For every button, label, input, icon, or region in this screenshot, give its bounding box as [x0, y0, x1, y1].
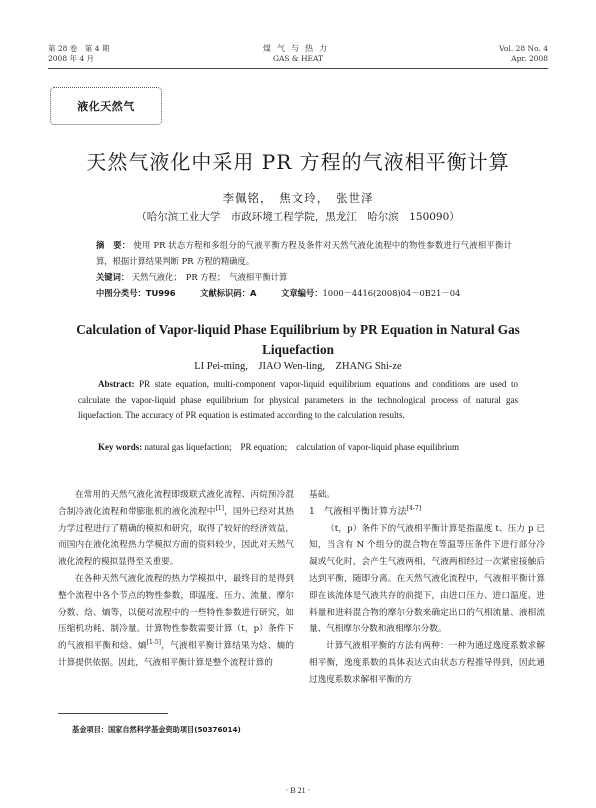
keywords-en — [78, 440, 518, 456]
footnote-rule — [58, 713, 168, 714]
clc-code: TU996 — [145, 288, 176, 298]
clc-label: 中图分类号： — [96, 288, 146, 298]
journal-name-cn: 煤气与热力 — [263, 44, 333, 53]
body-paragraph: 基础。 — [309, 490, 335, 500]
issue-date: 2008 年 4 月 — [48, 54, 95, 63]
paragraph-text: ，气液相平衡计算结果为焓、熵的计算提供依据。因此，气液相平衡计算是整个流程计算的 — [58, 641, 294, 668]
doc-code-label: 文献标识码： — [200, 288, 250, 298]
body-paragraph — [58, 487, 294, 571]
section-heading-text: 1 气液相平衡计算方法 — [309, 505, 407, 517]
abstract-cn — [96, 238, 512, 269]
issue-date-en: Apr. 2008 — [511, 54, 548, 63]
authors-en: LI Pei-ming, JIAO Wen-ling, ZHANG Shi-ze — [194, 361, 402, 372]
funding-text: 国家自然科学基金资助项目(50376014) — [107, 725, 241, 734]
article-id-label: 文章编号： — [281, 288, 323, 298]
page-number: · B 21 · — [285, 786, 311, 795]
citation: [4-7] — [406, 504, 422, 512]
header-rule — [48, 68, 548, 69]
section-badge-label: 液化天然气 — [77, 100, 135, 113]
keywords-en-text: natural gas liquefaction; PR equation; calculation of vapor-liquid phase equilibrium — [144, 442, 459, 452]
abstract-en-label: Abstract: — [98, 379, 135, 389]
doc-code: A — [249, 288, 257, 298]
keywords-cn — [96, 271, 287, 283]
funding-label: 基金项目： — [72, 725, 108, 734]
volume-issue: 第 28 卷 第 4 期 — [48, 44, 110, 53]
authors-cn: 李佩铭， 焦文玲， 张世泽 — [222, 191, 374, 205]
keywords-en-label: Key words: — [98, 442, 143, 452]
keywords-cn-label: 关键词： — [96, 272, 130, 282]
body-left-column — [58, 487, 294, 672]
citation: [1] — [215, 504, 224, 512]
keywords-cn-text: 天然气液化； PR 方程； 气液相平衡计算 — [131, 272, 288, 282]
volume-issue-en: Vol. 28 No. 4 — [499, 44, 548, 53]
body-paragraph: （t，p）条件下的气液相平衡计算是指温度 t、压力 p 已知，当含有 N 个组分的混合物在等温等压条件下进行部分冷凝或气化时，会产生气液两相，气液两相经过一次紧密接触后达到平衡，随即分离。在天然气液化流程中，气液相平衡计算即在该流体是气液共存的前提下，由进口压力、进口温度、进料量和进料混合物的摩尔分数来确定出口的气相流量、液相流量、气相摩尔分数和液相摩尔分数。 — [309, 523, 545, 635]
paper-title-cn: 天然气液化中采用 PR 方程的气液相平衡计算 — [86, 150, 510, 174]
article-id: 1000－4416(2008)04－0B21－04 — [322, 288, 461, 298]
citation: [1-5] — [146, 639, 161, 647]
abstract-cn-label: 摘 要： — [96, 240, 131, 250]
affiliation-cn: （哈尔滨工业大学 市政环境工程学院，黑龙江 哈尔滨 150090） — [136, 211, 460, 223]
abstract-en — [78, 377, 518, 424]
section-heading — [309, 504, 545, 521]
body-right-column — [309, 487, 545, 689]
paragraph-text: 在各种天然气液化流程的热力学模拟中，最终目的是得到整个流程中各个节点的物性参数，即温度、压力、流量、摩尔分数、焓、熵等，以便对流程中的一些特性参数进行研究，如压缩机功耗、制冷量。计算物性参数需要计算（t，p）条件下的气液相平衡和焓、熵 — [58, 573, 294, 652]
journal-name-en: GAS & HEAT — [272, 54, 323, 63]
section-badge — [50, 87, 162, 125]
paragraph-text: 在常用的天然气液化流程即级联式液化流程、丙烷预冷混合制冷液化流程和带膨胀机的液化流程中 — [58, 490, 294, 517]
paragraph-text: ，国外已经对其热力学过程进行了精确的模拟和研究，取得了较好的经济效益，而国内在液化流程热力学模拟方面的资料较少，因此对天然气液化流程的模拟显得至关重要。 — [58, 506, 294, 568]
classification-line — [96, 287, 504, 299]
abstract-cn-text: 使用 PR 状态方程和多组分的气液平衡方程及条件对天然气液化流程中的物性参数进行气液相平衡计算，根据计算结果判断 PR 方程的精确度。 — [96, 240, 512, 266]
body-paragraph — [58, 571, 294, 672]
abstract-en-text: PR state equation, multi-component vapor-liquid equilibrium equations and conditions are used to calculate the vapor-liquid phase equilibrium for physical parameters in the technological process of natural gas liquefaction. The accuracy of PR equation is estimated according to the calculation results. — [78, 379, 519, 421]
paper-title-en: Calculation of Vapor-liquid Phase Equilibrium by PR Equation in Natural Gas Liquefaction — [76, 322, 520, 357]
journal-volume-issue-en — [499, 44, 548, 64]
body-paragraph: 计算气液相平衡的方法有两种：一种为通过逸度系数求解相平衡，逸度系数的具体表达式由状态方程推导得到，因此通过逸度系数求解相平衡的方 — [309, 641, 545, 685]
funding-footnote — [72, 725, 241, 735]
